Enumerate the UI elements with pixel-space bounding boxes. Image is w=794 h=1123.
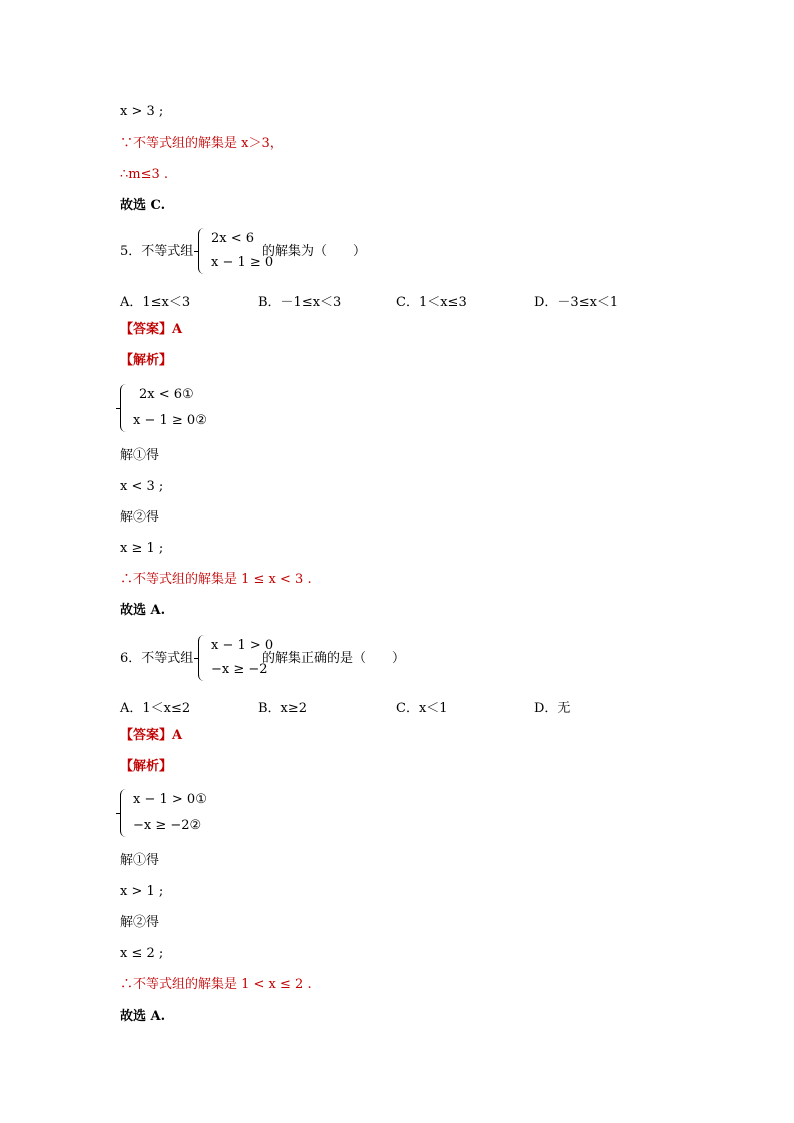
- brace-icon: [120, 384, 129, 432]
- q5-option-c: C．1＜x≤3: [396, 295, 467, 310]
- q6-option-d: D．无: [534, 701, 571, 716]
- q6-answer: 【答案】A: [120, 728, 183, 743]
- q6-suffix: 的解集正确的是（ ）: [262, 651, 406, 666]
- brace-icon: [120, 789, 129, 837]
- q6-step4: x ≤ 2 ;: [120, 946, 164, 961]
- brace-icon: [198, 635, 207, 681]
- q6-option-c: C．x＜1: [396, 701, 448, 716]
- q6-row1: x − 1 > 0: [211, 638, 274, 653]
- q6-option-b: B．x≥2: [258, 701, 308, 716]
- q5-step4: x ≥ 1 ;: [120, 541, 164, 556]
- q6-option-a: A．1＜x≤2: [120, 701, 191, 716]
- prev-conclusion: ∴m≤3 .: [120, 167, 169, 182]
- q5-step2: x < 3 ;: [120, 479, 164, 494]
- q5-sys-row1: 2x < 6①: [139, 387, 194, 402]
- q5-analysis-system: [120, 384, 207, 432]
- q5-step3: 解②得: [120, 510, 160, 525]
- q6-sys-row2: −x ≥ −2②: [133, 818, 202, 833]
- q5-option-d: D．－3≤x＜1: [534, 295, 619, 310]
- q5-prefix: 5．不等式组: [120, 244, 194, 259]
- q5-row2: x − 1 ≥ 0: [211, 255, 274, 270]
- q5-sys-row2: x − 1 ≥ 0②: [133, 413, 207, 428]
- q6-solution-set: ∴不等式组的解集是 1 < x ≤ 2 .: [120, 977, 312, 992]
- q6-step3: 解②得: [120, 915, 160, 930]
- q6-analysis-label: 【解析】: [120, 759, 173, 774]
- q6-analysis-system: [120, 789, 207, 837]
- q5-row1: 2x < 6: [211, 231, 255, 246]
- prev-solution-set: ∵不等式组的解集是 x＞3，: [120, 136, 283, 151]
- q5-analysis-label: 【解析】: [120, 353, 173, 368]
- q6-prefix: 6．不等式组: [120, 651, 194, 666]
- q5-option-a: A．1≤x＜3: [120, 295, 191, 310]
- prev-step-x-gt-3: x > 3 ;: [120, 104, 164, 119]
- q5-answer: 【答案】A: [120, 322, 183, 337]
- q6-step2: x > 1 ;: [120, 884, 164, 899]
- q5-suffix: 的解集为（ ）: [262, 244, 367, 259]
- q5-step1: 解①得: [120, 448, 160, 463]
- q5-choice: 故选 A.: [120, 603, 166, 618]
- q5-solution-set: ∴不等式组的解集是 1 ≤ x < 3 .: [120, 572, 312, 587]
- q6-step1: 解①得: [120, 853, 160, 868]
- q6-sys-row1: x − 1 > 0①: [133, 792, 207, 807]
- brace-icon: [198, 228, 207, 274]
- prev-choice: 故选 C.: [120, 198, 166, 213]
- q5-option-b: B．－1≤x＜3: [258, 295, 342, 310]
- q6-row2: −x ≥ −2: [211, 662, 268, 677]
- q6-choice: 故选 A.: [120, 1009, 166, 1024]
